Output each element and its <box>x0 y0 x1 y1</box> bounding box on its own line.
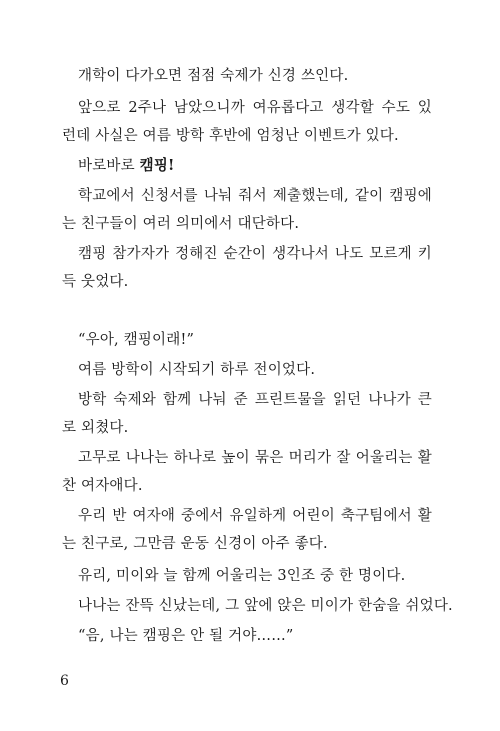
text-line: 는 친구들이 여러 의미에서 대단하다. <box>62 216 300 232</box>
text-line: 우리 반 여자애 중에서 유일하게 어린이 축구팀에서 활 <box>78 508 432 524</box>
text-line: 찬 여자애다. <box>62 478 143 494</box>
text-line: 는 친구로, 그만큼 운동 신경이 아주 좋다. <box>62 536 328 552</box>
text-line: “우아, 캠핑이래!” <box>78 332 195 348</box>
text-line: 앞으로 2주나 남았으니까 여유롭다고 생각할 수도 있 <box>78 100 432 116</box>
text-line: 학교에서 신청서를 나눠 줘서 제출했는데, 같이 캠핑에 <box>78 188 432 204</box>
text-line: 개학이 다가오면 점점 숙제가 신경 쓰인다. <box>78 68 349 84</box>
text-line: 여름 방학이 시작되기 하루 전이었다. <box>78 362 316 378</box>
page-number: 6 <box>60 673 69 689</box>
text-prefix: 바로바로 <box>78 158 140 174</box>
text-line: 나나는 잔뜩 신났는데, 그 앞에 앉은 미이가 한숨을 쉬었다. <box>78 598 453 614</box>
emphasis-text: 캠핑! <box>139 157 175 174</box>
text-line: 고무로 나나는 하나로 높이 묶은 머리가 잘 어울리는 활 <box>78 450 432 466</box>
text-line: 방학 숙제와 함께 나눠 준 프린트물을 읽던 나나가 큰 <box>78 392 432 408</box>
text-line: “음, 나는 캠핑은 안 될 거야……” <box>78 628 294 644</box>
text-line: 캠핑 참가자가 정해진 순간이 생각나서 나도 모르게 키 <box>78 246 432 262</box>
text-line: 로 외쳤다. <box>62 420 129 436</box>
text-line: 득 웃었다. <box>62 274 129 290</box>
text-line <box>78 156 432 176</box>
text-line: 유리, 미이와 늘 함께 어울리는 3인조 중 한 명이다. <box>78 568 406 584</box>
text-line: 런데 사실은 여름 방학 후반에 엄청난 이벤트가 있다. <box>62 128 399 144</box>
